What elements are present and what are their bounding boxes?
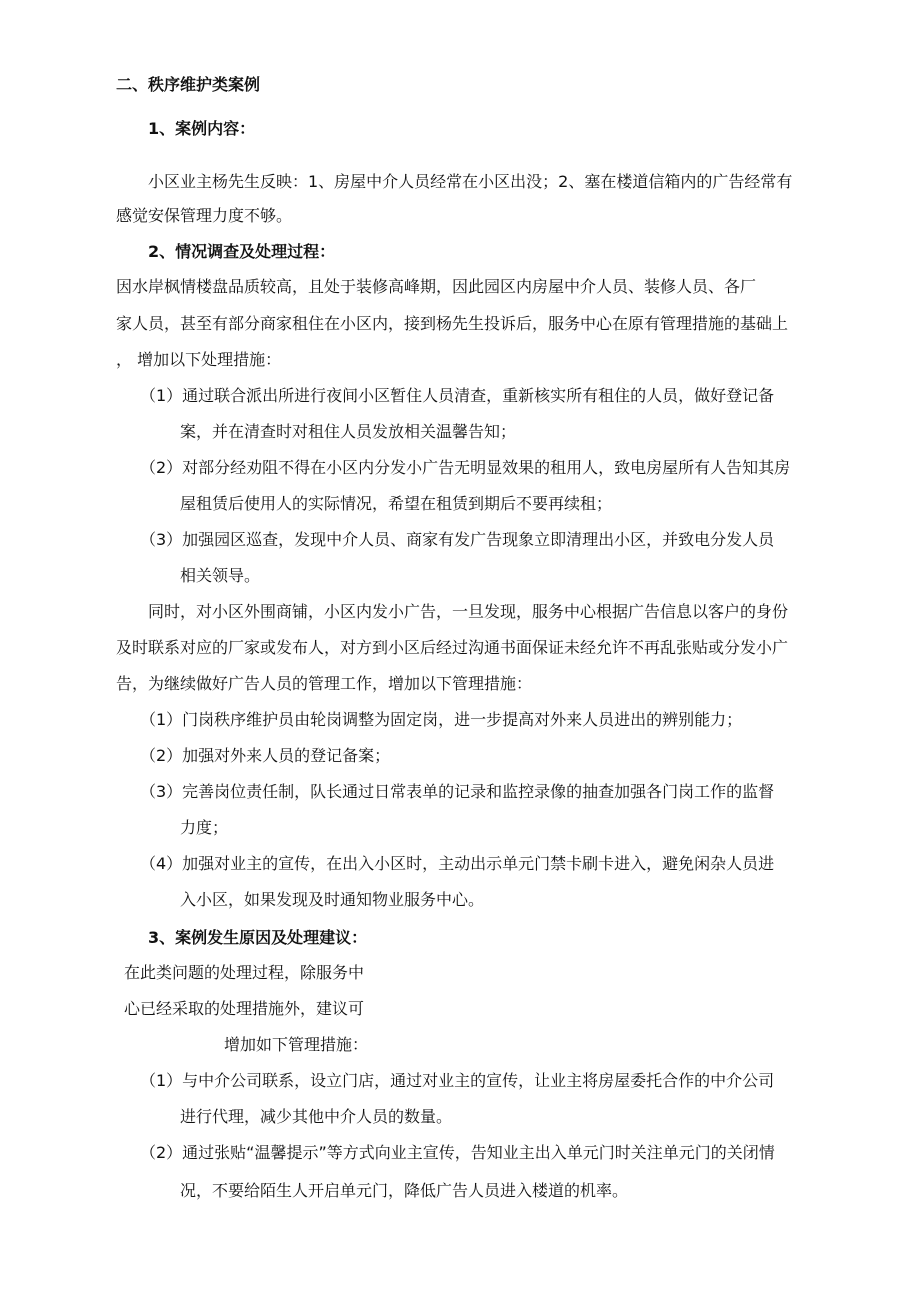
list-item-continued: 案，并在清查时对租住人员发放相关温馨告知； [180,422,517,441]
paragraph-line: 同时，对小区外围商铺，小区内发小广告，一旦发现，服务中心根据广告信息以客户的身份 [148,602,789,621]
list-item: （1）与中介公司联系，设立门店，通过对业主的宣传，让业主将房屋委托合作的中介公司 [140,1071,775,1090]
list-item: （2）加强对外来人员的登记备案； [140,746,391,765]
list-item: （1）门岗秩序维护员由轮岗调整为固定岗，进一步提高对外来人员进出的辨别能力； [140,710,743,729]
list-item: （1）通过联合派出所进行夜间小区暂住人员清查，重新核实所有租住的人员，做好登记备 [140,386,775,405]
paragraph-line: 小区业主杨先生反映：1、房屋中介人员经常在小区出没；2、塞在楼道信箱内的广告经常有 [148,172,793,191]
list-item-continued: 入小区，如果发现及时通知物业服务中心。 [180,890,485,909]
list-item: （2）通过张贴“温馨提示”等方式向业主宣传，告知业主出入单元门时关注单元门的关闭情 [140,1143,775,1162]
list-item-continued: 进行代理，减少其他中介人员的数量。 [180,1107,453,1126]
list-item-continued: 力度； [180,818,229,837]
list-item: （3）完善岗位责任制，队长通过日常表单的记录和监控录像的抽查加强各门岗工作的监督 [140,782,775,801]
list-item: （4）加强对业主的宣传，在出入小区时，主动出示单元门禁卡刷卡进入，避免闲杂人员进 [140,854,775,873]
paragraph-line: 及时联系对应的厂家或发布人，对方到小区后经过沟通书面保证未经允许不再乱张贴或分发小广 [116,638,789,657]
paragraph-line: 因水岸枫情楼盘品质较高，且处于装修高峰期，因此园区内房屋中介人员、装修人员、各厂 [116,277,757,296]
heading-case-content: 1、案例内容： [148,119,256,138]
list-item: （3）加强园区巡查，发现中介人员、商家有发广告现象立即清理出小区，并致电分发人员 [140,530,775,549]
paragraph-line: 心已经采取的处理措施外，建议可 [124,999,365,1018]
paragraph-line: 在此类问题的处理过程，除服务中 [124,963,365,982]
list-item: （2）对部分经劝阻不得在小区内分发小广告无明显效果的租用人，致电房屋所有人告知其房 [140,458,791,477]
list-item-continued: 屋租赁后使用人的实际情况，希望在租赁到期后不要再续租； [180,494,613,513]
section-title: 二、秩序维护类案例 [116,75,261,94]
list-item-continued: 况，不要给陌生人开启单元门，降低广告人员进入楼道的机率。 [180,1181,629,1200]
list-item-continued: 相关领导。 [180,566,261,585]
paragraph-line: 感觉安保管理力度不够。 [116,206,293,225]
paragraph-line: 家人员，甚至有部分商家租住在小区内，接到杨先生投诉后，服务中心在原有管理措施的基础上 [116,314,789,333]
paragraph-line: 告，为继续做好广告人员的管理工作，增加以下管理措施： [116,674,533,693]
paragraph-line: ， 增加以下处理措施： [116,350,282,369]
heading-cause-suggestion: 3、案例发生原因及处理建议： [148,928,368,947]
paragraph-line: 增加如下管理措施： [224,1035,369,1054]
heading-investigation: 2、情况调查及处理过程： [148,242,336,261]
